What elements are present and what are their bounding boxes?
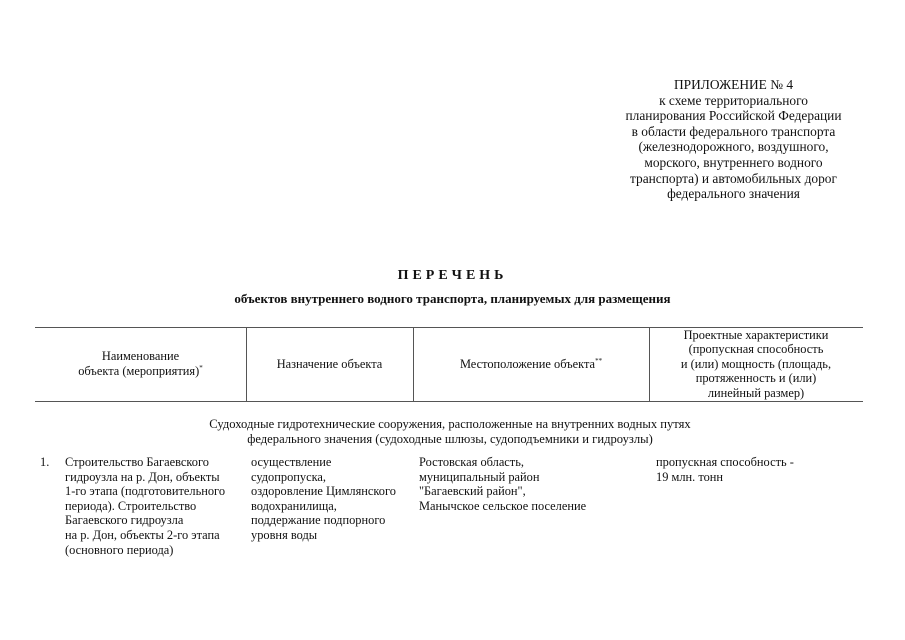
row-name-cell (65, 455, 245, 557)
header-location-column (413, 327, 649, 401)
row-location-line: "Багаевский район", (419, 484, 526, 499)
row-purpose-line: судопропуска, (251, 469, 327, 484)
row-characteristics-line: пропускная способность - (656, 455, 794, 469)
row-location-line: Ростовская область, (419, 455, 524, 469)
header-name-line: Наименование (101, 349, 180, 364)
appendix-line: морского, внутреннего водного (644, 154, 823, 170)
row-characteristics-line: 19 млн. тонн (656, 469, 724, 484)
header-name-column (35, 327, 246, 401)
row-purpose-line: уровня воды (251, 527, 318, 542)
header-name-line: объекта (мероприятия)* (78, 363, 203, 378)
appendix-line: ПРИЛОЖЕНИЕ № 4 (673, 77, 794, 92)
header-purpose-column (246, 327, 413, 401)
table-header-bottom-border (35, 401, 863, 402)
footnote-mark: ** (595, 356, 603, 365)
appendix-line: к схеме территориального (659, 92, 808, 108)
header-characteristics-column (649, 327, 863, 401)
appendix-line: транспорта) и автомобильных дорог (629, 170, 837, 186)
row-name-line: 1-го этапа (подготовительного (65, 484, 226, 499)
header-characteristics-line: и (или) мощность (площадь, (680, 356, 832, 371)
header-location-label: Местоположение объекта** (459, 356, 603, 371)
document-subtitle: объектов внутреннего водного транспорта, планируемых для размещения (234, 291, 671, 306)
row-characteristics-cell (656, 455, 861, 484)
header-characteristics-line: протяженность и (или) (695, 371, 817, 386)
section-heading (120, 417, 780, 447)
header-characteristics-line: Проектные характеристики (683, 327, 829, 342)
row-name-line: Багаевского гидроузла (65, 513, 184, 528)
row-name-line: на р. Дон, объекты 2-го этапа (65, 527, 220, 542)
appendix-line: (железнодорожного, воздушного, (638, 139, 829, 155)
row-name-line: периода). Строительство (65, 498, 197, 513)
document-title: ПЕРЕЧЕНЬ (397, 268, 508, 283)
row-name-line: Строительство Багаевского (65, 455, 209, 469)
row-location-line: Манычское сельское поселение (419, 498, 587, 513)
row-name-line: гидроузла на р. Дон, объекты (65, 469, 220, 484)
section-heading-line: федерального значения (судоходные шлюзы, судоподъемники и гидроузлы) (247, 431, 653, 446)
row-location-line: муниципальный район (419, 469, 540, 484)
footnote-mark: * (199, 363, 203, 372)
row-name-line: (основного периода) (65, 542, 174, 557)
section-heading-line: Судоходные гидротехнические сооружения, расположенные на внутренних водных путях (209, 417, 691, 431)
appendix-line: в области федерального транспорта (631, 123, 836, 139)
row-purpose-line: осуществление (251, 455, 332, 469)
header-purpose-label: Назначение объекта (276, 356, 383, 371)
row-purpose-line: водохранилища, (251, 498, 337, 513)
row-location-cell (419, 455, 649, 513)
row-number: 1. (40, 455, 50, 469)
appendix-line: федерального значения (667, 186, 800, 202)
row-purpose-cell (251, 455, 413, 543)
header-characteristics-line: (пропускная способность (688, 342, 824, 357)
row-purpose-line: поддержание подпорного (251, 513, 386, 528)
row-purpose-line: оздоровление Цимлянского (251, 484, 396, 499)
appendix-line: планирования Российской Федерации (625, 108, 842, 124)
appendix-block (605, 77, 862, 202)
header-characteristics-line: линейный размер) (707, 385, 805, 400)
